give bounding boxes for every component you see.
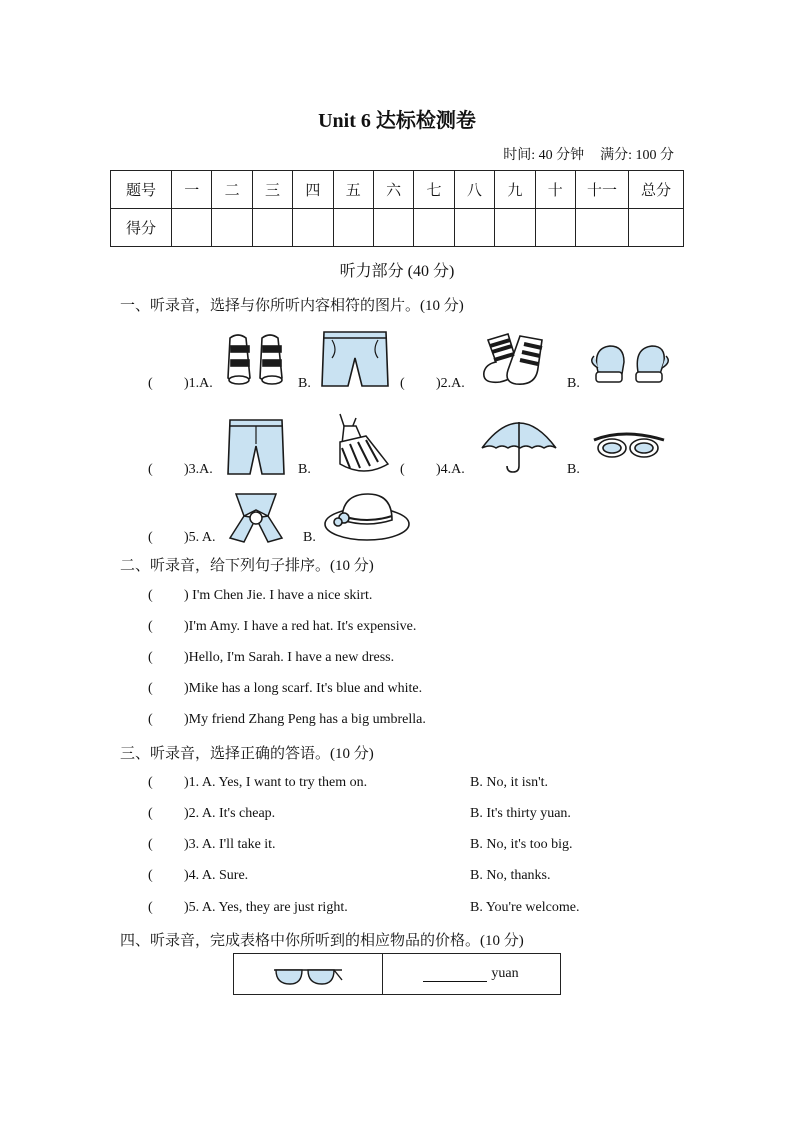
score-input-cell[interactable] — [535, 209, 575, 247]
s3-item-option-b: B. No, thanks. — [470, 868, 551, 883]
s3-item-option-a: ( )3. A. I'll take it. — [148, 837, 276, 852]
score-table-cell: 五 — [333, 171, 373, 209]
score-input-cell[interactable] — [172, 209, 212, 247]
s1-q4-label: ( )4.A. — [400, 462, 465, 477]
sandals-icon[interactable] — [222, 330, 294, 390]
score-table-header-row — [111, 171, 684, 209]
score-input-cell[interactable] — [293, 209, 333, 247]
page-title: Unit 6 达标检测卷 — [318, 110, 476, 132]
score-table-cell: 题号 — [111, 171, 172, 209]
s3-item-option-b: B. No, it isn't. — [470, 775, 548, 790]
score-input-cell[interactable] — [333, 209, 373, 247]
s1-q5-option-b: B. — [303, 530, 316, 545]
score-input-cell[interactable] — [212, 209, 252, 247]
s2-item: ( )Hello, I'm Sarah. I have a new dress. — [148, 650, 395, 665]
score-table-cell: 八 — [454, 171, 494, 209]
score-table-cell: 总分 — [629, 171, 684, 209]
section4-title: 四、听录音，完成表格中你所听到的相应物品的价格。(10 分) — [120, 933, 524, 949]
goggles-icon[interactable] — [592, 430, 666, 462]
s2-item: ( )I'm Amy. I have a red hat. It's expensive. — [148, 619, 417, 634]
score-table-cell: 十一 — [576, 171, 629, 209]
s3-item-option-b: B. It's thirty yuan. — [470, 806, 571, 821]
s3-item-option-a: ( )1. A. Yes, I want to try them on. — [148, 775, 368, 790]
score-input-cell[interactable] — [454, 209, 494, 247]
sunglasses-icon — [272, 964, 344, 986]
shorts-icon[interactable] — [320, 328, 390, 390]
s1-q1-label: ( )1.A. — [148, 376, 213, 391]
score-input-cell[interactable] — [414, 209, 454, 247]
price-table-answer-cell[interactable] — [382, 954, 560, 994]
s2-item: ( ) I'm Chen Jie. I have a nice skirt. — [148, 588, 373, 603]
socks-icon[interactable] — [480, 330, 554, 390]
full-score: 满分: 100 分 — [600, 148, 674, 163]
listening-section-title: 听力部分 (40 分) — [339, 263, 455, 280]
score-table-score-row — [111, 209, 684, 247]
s2-item: ( )My friend Zhang Peng has a big umbrella. — [148, 712, 426, 727]
score-row-label: 得分 — [111, 209, 172, 247]
mittens-icon[interactable] — [590, 342, 670, 388]
s1-q2-option-b: B. — [567, 376, 580, 391]
section2-title: 二、听录音，给下列句子排序。(10 分) — [120, 558, 374, 574]
score-input-cell[interactable] — [576, 209, 629, 247]
s1-q3-label: ( )3.A. — [148, 462, 213, 477]
dress-icon[interactable] — [326, 410, 394, 476]
score-table-cell: 六 — [373, 171, 413, 209]
s1-q3-option-b: B. — [298, 462, 311, 477]
score-table-cell: 二 — [212, 171, 252, 209]
score-input-cell[interactable] — [373, 209, 413, 247]
score-table-cell: 七 — [414, 171, 454, 209]
section1-title: 一、听录音，选择与你所听内容相符的图片。(10 分) — [120, 298, 464, 314]
score-table — [110, 170, 684, 247]
s1-q1-option-b: B. — [298, 376, 311, 391]
score-input-cell[interactable] — [629, 209, 684, 247]
score-input-cell[interactable] — [495, 209, 535, 247]
s3-item-option-a: ( )5. A. Yes, they are just right. — [148, 900, 348, 915]
s3-item-option-b: B. No, it's too big. — [470, 837, 573, 852]
price-blank[interactable] — [423, 967, 487, 982]
score-table-cell: 一 — [172, 171, 212, 209]
score-table-cell: 九 — [495, 171, 535, 209]
score-table-cell: 四 — [293, 171, 333, 209]
time-limit: 时间: 40 分钟 — [503, 148, 585, 163]
hat-icon[interactable] — [322, 492, 412, 542]
umbrella-icon[interactable] — [478, 416, 560, 476]
exam-meta — [503, 144, 674, 164]
price-table-item-cell — [234, 954, 383, 994]
price-unit: yuan — [491, 966, 519, 981]
scarf-icon[interactable] — [226, 490, 286, 544]
s1-q5-label: ( )5. A. — [148, 530, 216, 545]
section3-title: 三、听录音，选择正确的答语。(10 分) — [120, 746, 374, 762]
score-table-cell: 十 — [535, 171, 575, 209]
price-table — [233, 953, 561, 995]
score-input-cell[interactable] — [252, 209, 292, 247]
s1-q2-label: ( )2.A. — [400, 376, 465, 391]
s2-item: ( )Mike has a long scarf. It's blue and white. — [148, 681, 423, 696]
s3-item-option-b: B. You're welcome. — [470, 900, 580, 915]
jeans-shorts-icon[interactable] — [226, 416, 286, 478]
s3-item-option-a: ( )4. A. Sure. — [148, 868, 249, 883]
s3-item-option-a: ( )2. A. It's cheap. — [148, 806, 276, 821]
score-table-cell: 三 — [252, 171, 292, 209]
s1-q4-option-b: B. — [567, 462, 580, 477]
